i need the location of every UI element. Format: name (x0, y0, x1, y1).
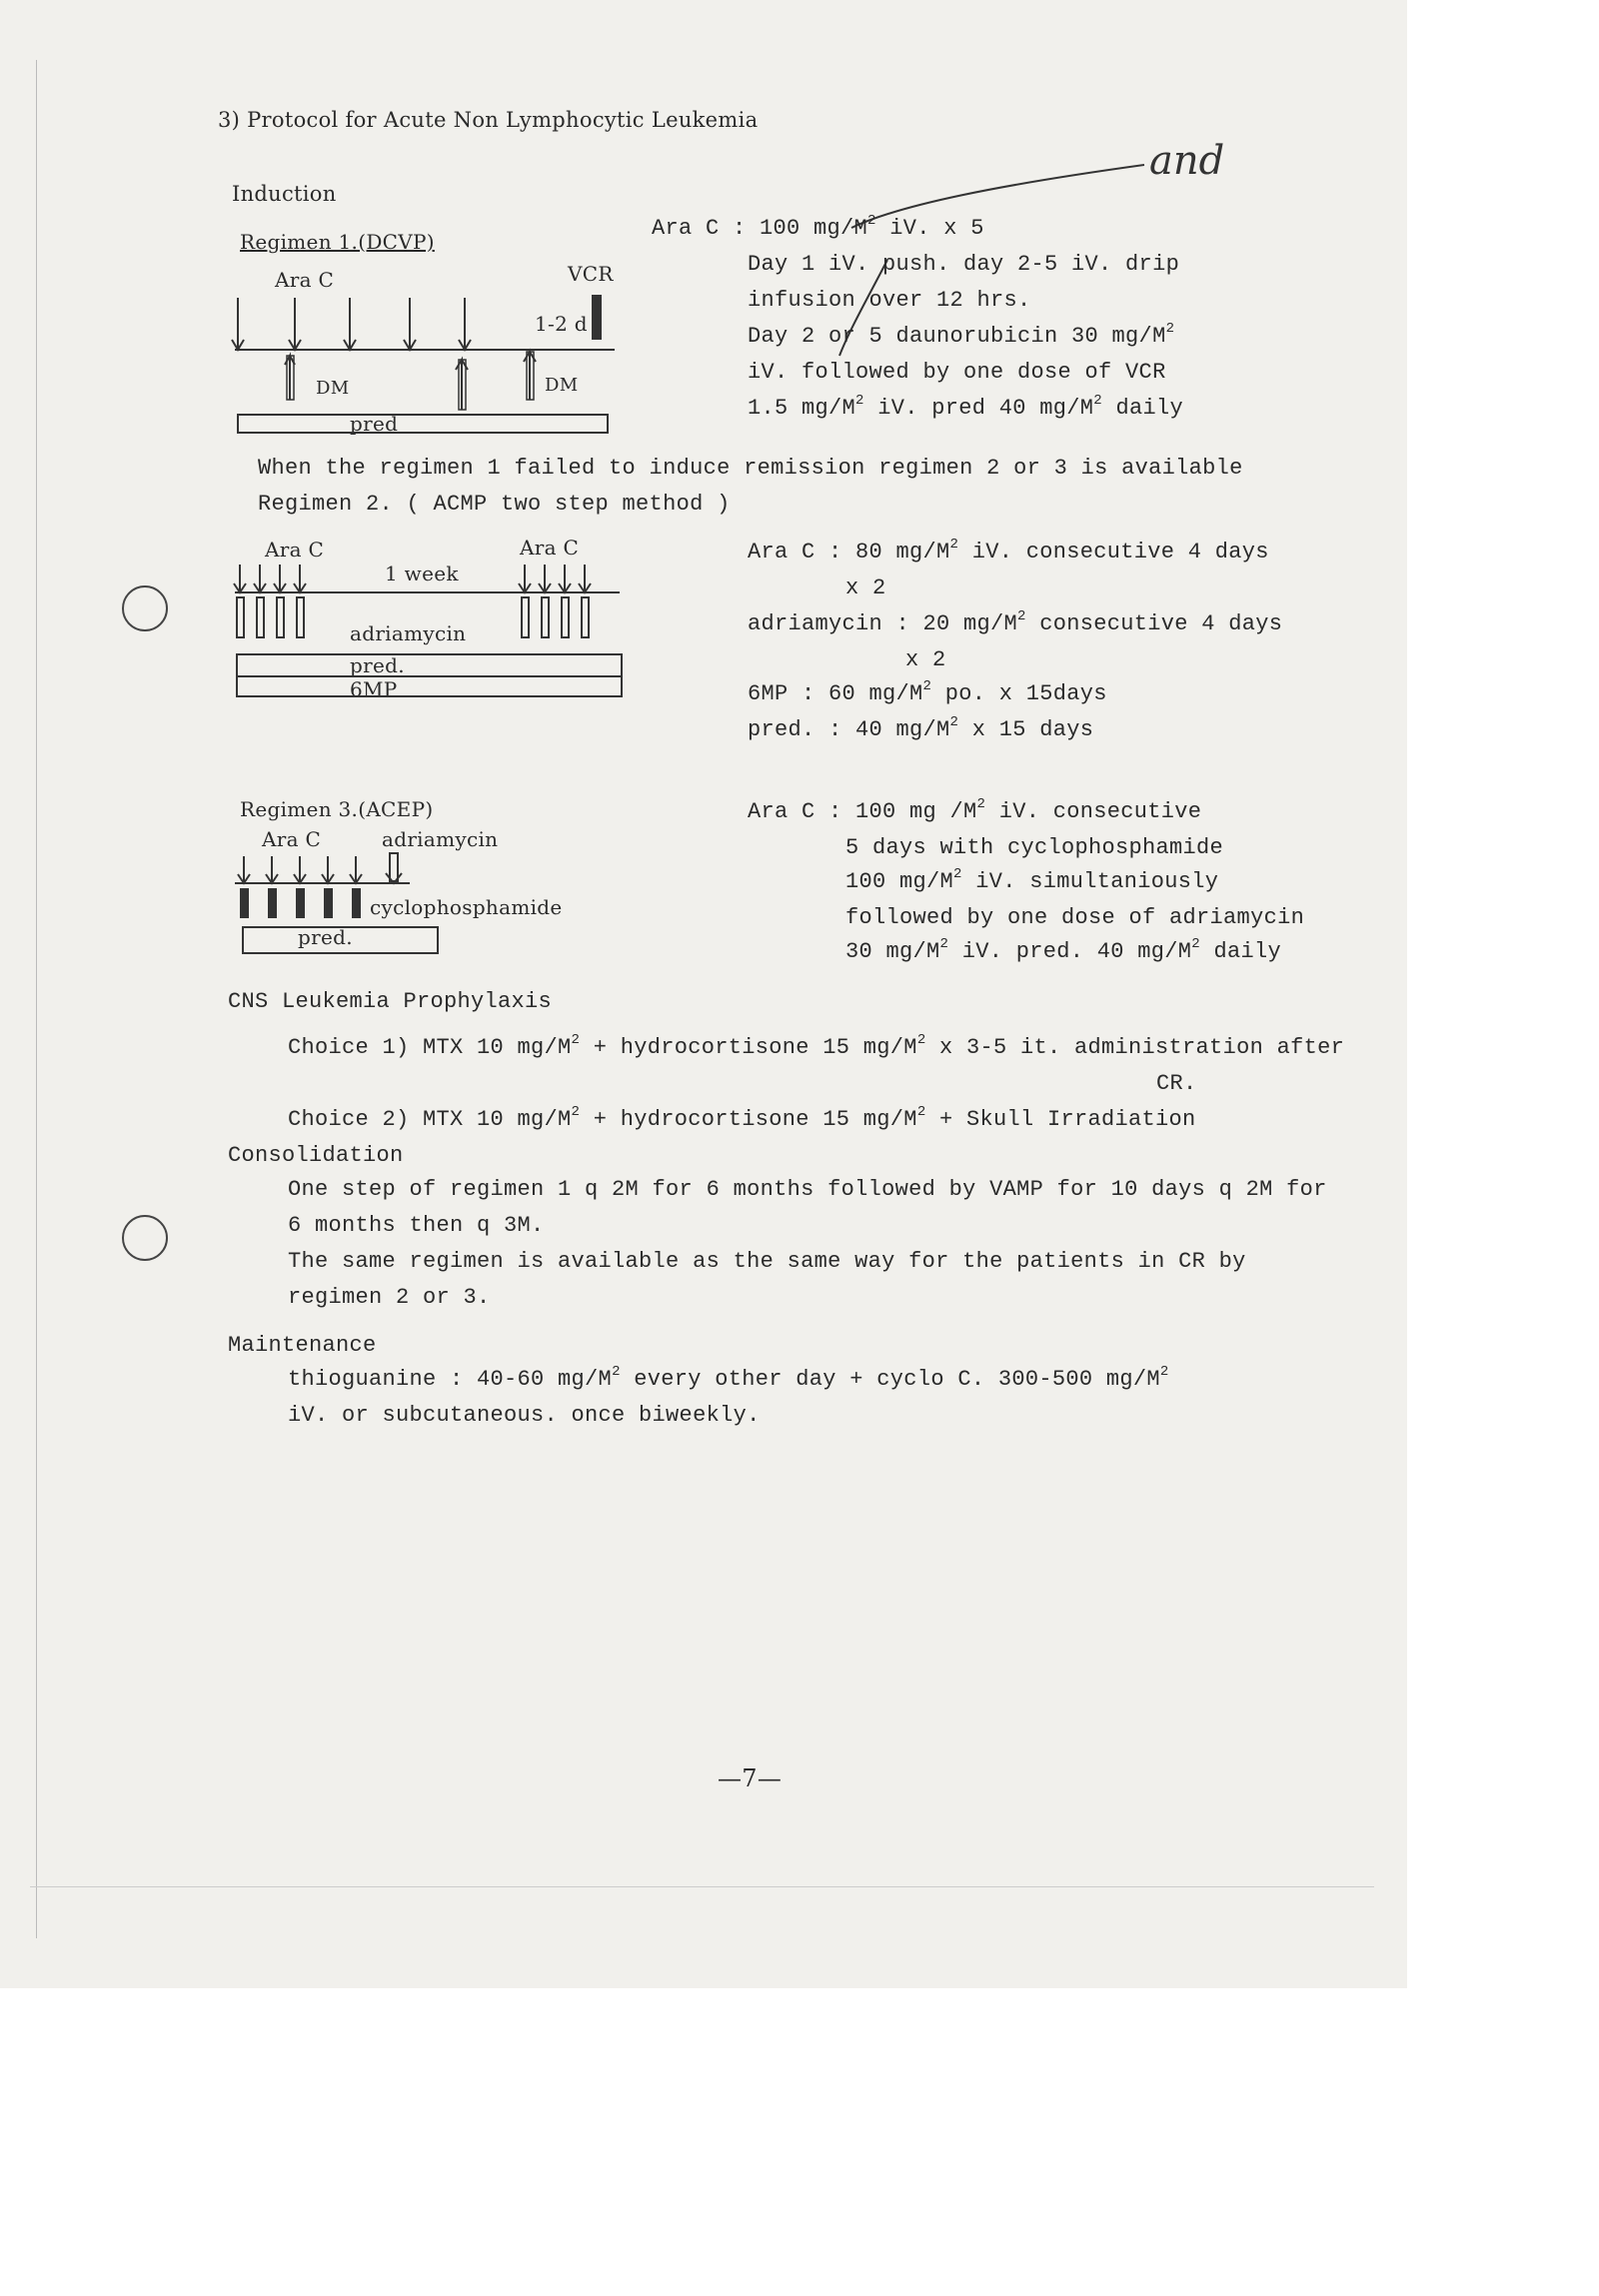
r1-line1: Ara C : 100 $mg/M^2$ iV. x 5 (652, 213, 984, 241)
r1-line6: 1.5 $mg/M^2$ iV. pred 40 $mg/M^2$ daily (748, 393, 1183, 421)
cns-choice2: Choice 2) MTX 10 $mg/M^2$ + hydrocortisone 15 $mg/M^2$ + Skull Irradiation (288, 1104, 1196, 1132)
r1-arac-label: Ara C (275, 268, 335, 292)
r3-line1: Ara C : 100 mg $/M^2$ iV. consecutive (748, 796, 1202, 824)
induction-heading: Induction (232, 182, 337, 206)
maintenance-heading: Maintenance (228, 1333, 377, 1358)
failure-note: When the regimen 1 failed to induce remission regimen 2 or 3 is available (258, 456, 1243, 481)
r1-vcr-label: VCR (568, 262, 614, 286)
r2-line4: x 2 (905, 647, 946, 672)
cns-heading: CNS Leukemia Prophylaxis (228, 989, 553, 1014)
r3-pred-label: pred. (298, 925, 353, 949)
regimen3-diagram (230, 851, 450, 961)
maintenance-line2: iV. or subcutaneous. once biweekly. (288, 1403, 761, 1428)
regimen2-diagram (230, 560, 630, 709)
r1-dm2-label: DM (545, 375, 579, 396)
handwritten-note: and (1149, 138, 1225, 184)
r2-line1: Ara C : 80 $mg/M^2$ iV. consecutive 4 days (748, 537, 1269, 565)
r2-line3: adriamycin : 20 $mg/M^2$ consecutive 4 days (748, 608, 1283, 636)
page-title: 3) Protocol for Acute Non Lymphocytic Leukemia (218, 108, 759, 132)
r2-line5: 6MP : 60 $mg/M^2$ po. x 15days (748, 678, 1107, 706)
r1-line5: iV. followed by one dose of VCR (748, 360, 1166, 385)
r2-arac1-label: Ara C (265, 538, 325, 562)
r2-week-label: 1 week (385, 562, 459, 585)
r3-line2: 5 days with cyclophosphamide (845, 835, 1224, 860)
r3-adriamycin-label: adriamycin (382, 827, 499, 851)
r1-line4: Day 2 or 5 daunorubicin 30 $mg/M^2$ (748, 321, 1175, 349)
r2-line2: x 2 (845, 575, 886, 600)
r3-arac-label: Ara C (262, 827, 322, 851)
consolidation-line3: The same regimen is available as the same way for the patients in CR by (288, 1249, 1246, 1274)
page-number: —7— (718, 1764, 783, 1792)
r2-adriamycin-label: adriamycin (350, 621, 467, 645)
r1-pred-label: pred (350, 412, 399, 436)
regimen3-label: Regimen 3.(ACEP) (240, 797, 434, 821)
regimen1-diagram (230, 290, 630, 440)
consolidation-line1: One step of regimen 1 q 2M for 6 months followed by VAMP for 10 days q 2M for (288, 1177, 1327, 1202)
maintenance-line1: thioguanine : 40-60 $mg/M^2$ every other day + cyclo C. 300-500 $mg/M^2$ (288, 1364, 1169, 1392)
consolidation-heading: Consolidation (228, 1143, 404, 1168)
r3-line3: 100 $mg/M^2$ iV. simultaniously (845, 866, 1219, 894)
consolidation-line4: regimen 2 or 3. (288, 1285, 491, 1310)
r2-arac2-label: Ara C (520, 536, 580, 560)
cns-choice1: Choice 1) MTX 10 $mg/M^2$ + hydrocortisone 15 $mg/M^2$ x 3-5 it. administration after (288, 1032, 1345, 1060)
r3-line4: followed by one dose of adriamycin (845, 905, 1305, 930)
r2-6mp-label: 6MP (350, 677, 398, 701)
r3-line5: 30 $mg/M^2$ iV. pred. 40 $mg/M^2$ daily (845, 936, 1281, 964)
regimen1-label: Regimen 1.(DCVP) (240, 230, 435, 254)
r1-line3: infusion over 12 hrs. (748, 288, 1031, 313)
r1-line2: Day 1 iV. push. day 2-5 iV. drip (748, 252, 1180, 277)
r1-days-label: 1-2 d (535, 312, 588, 336)
regimen2-label: Regimen 2. ( ACMP two step method ) (258, 492, 731, 517)
r2-line6: pred. : 40 $mg/M^2$ x 15 days (748, 714, 1094, 742)
cns-choice1-cr: CR. (1156, 1071, 1197, 1096)
r3-cyclo-label: cyclophosphamide (370, 895, 563, 919)
consolidation-line2: 6 months then q 3M. (288, 1213, 545, 1238)
r2-pred-label: pred. (350, 653, 405, 677)
r1-dm1-label: DM (316, 378, 350, 399)
